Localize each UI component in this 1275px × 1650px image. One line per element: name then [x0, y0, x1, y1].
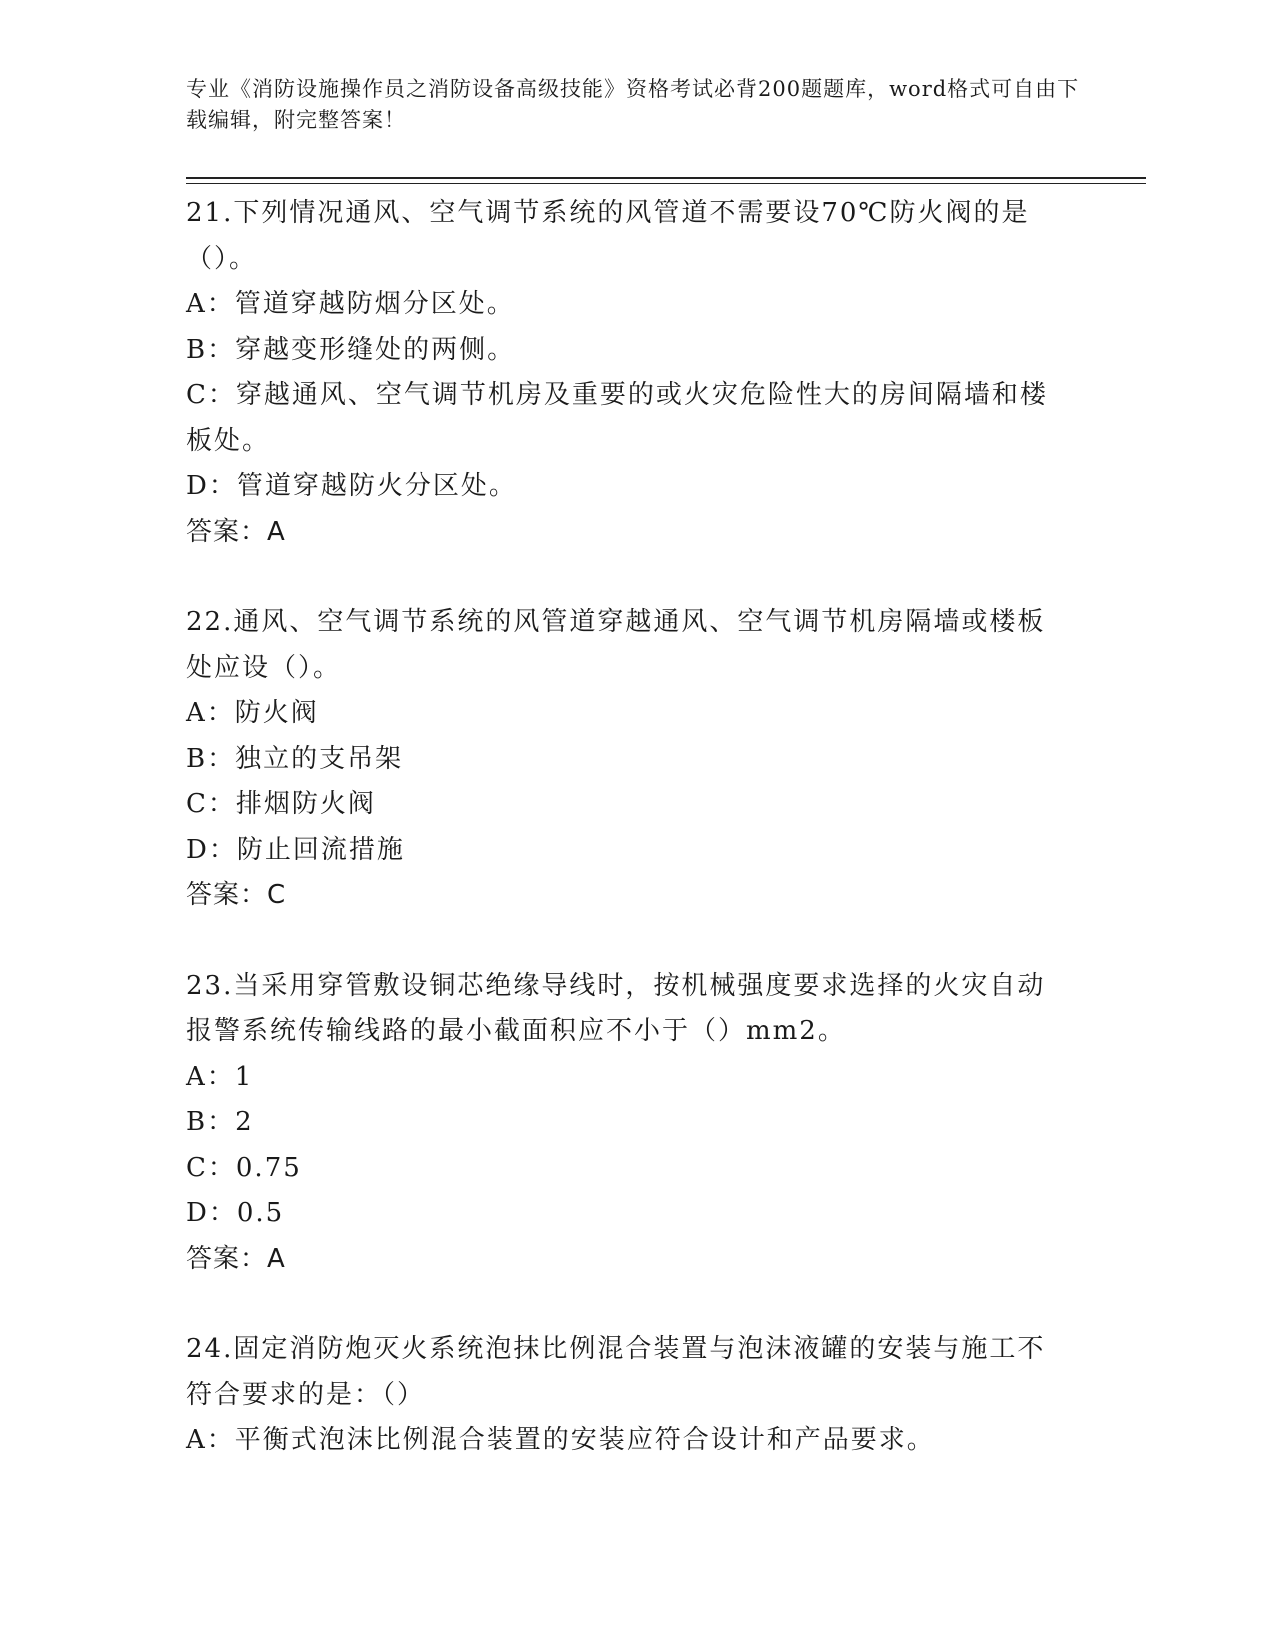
question-22	[186, 600, 1066, 919]
question-23	[186, 964, 1066, 1283]
option-a: A：防火阀	[186, 698, 319, 728]
answer-label: 答案：A	[186, 516, 286, 547]
question-stem: 24.固定消防炮灭火系统泡抹比例混合装置与泡沫液罐的安装与施工不符合要求的是：（）	[186, 1334, 1046, 1410]
option-b: B：2	[186, 1107, 254, 1137]
answer-label: 答案：C	[186, 880, 287, 910]
header-divider-thin	[186, 183, 1146, 184]
option-a: A：1	[186, 1061, 254, 1092]
option-c: C：穿越通风、空气调节机房及重要的或火灾危险性大的房间隔墙和楼板处。	[186, 380, 1048, 456]
question-stem: 21.下列情况通风、空气调节系统的风管道不需要设70℃防火阀的是（）。	[186, 198, 1030, 274]
answer-label: 答案：A	[186, 1243, 286, 1274]
option-d: D：防止回流措施	[186, 834, 405, 865]
option-a: A：管道穿越防烟分区处。	[186, 289, 515, 319]
document-header: 专业《消防设施操作员之消防设备高级技能》资格考试必背200题题库，word格式可自由下载编辑，附完整答案！	[186, 77, 1080, 132]
option-c: C：排烟防火阀	[186, 789, 376, 819]
question-stem: 23.当采用穿管敷设铜芯绝缘导线时，按机械强度要求选择的火灾自动报警系统传输线路的最小截面积应不小于（）mm2。	[186, 970, 1046, 1046]
option-d: D：管道穿越防火分区处。	[186, 471, 517, 501]
question-stem: 22.通风、空气调节系统的风管道穿越通风、空气调节机房隔墙或楼板处应设（）。	[186, 607, 1046, 683]
question-24	[186, 1327, 1066, 1464]
header-divider-thick	[186, 177, 1146, 179]
option-d: D：0.5	[186, 1198, 285, 1228]
option-a: A：平衡式泡沫比例混合装置的安装应符合设计和产品要求。	[186, 1425, 935, 1455]
question-21	[186, 191, 1066, 555]
option-c: C：0.75	[186, 1152, 302, 1183]
option-b: B：独立的支吊架	[186, 743, 404, 774]
question-list	[186, 191, 1066, 1509]
option-b: B：穿越变形缝处的两侧。	[186, 334, 516, 365]
